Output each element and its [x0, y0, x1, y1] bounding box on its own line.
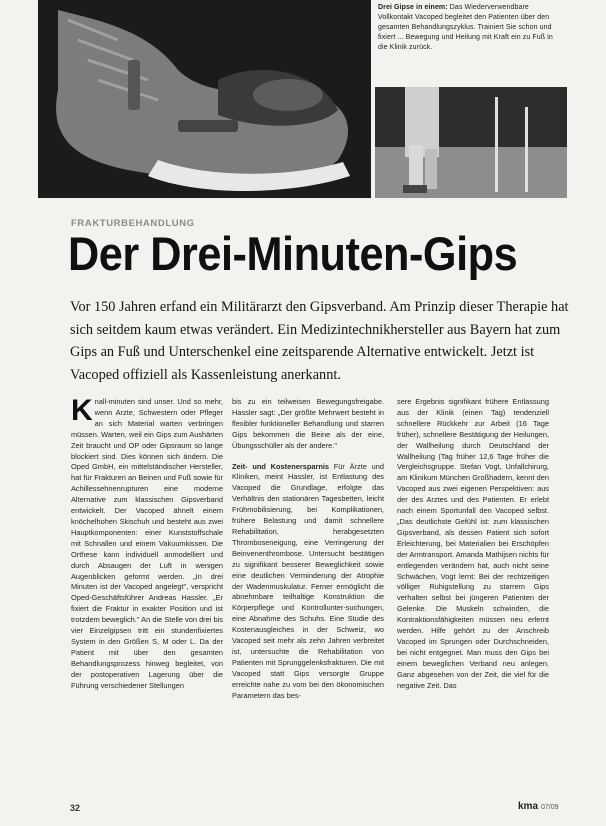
magazine-name: kma	[518, 801, 539, 812]
section-kicker: FRAKTURBEHANDLUNG	[71, 218, 195, 229]
text-column-1	[71, 394, 223, 797]
patient-illustration	[375, 87, 567, 198]
issue-number: 07/09	[541, 804, 559, 811]
drop-cap: K	[71, 394, 93, 427]
text-column-2	[232, 397, 384, 797]
photo-caption	[378, 3, 564, 83]
page-number: 32	[70, 803, 81, 813]
caption-lead: Drei Gipse in einem:	[378, 4, 448, 11]
column-2-text: bis zu ein teilweisen Bewegungsfreigabe. Hassler sagt: „Der größte Mehrwert besteht in flexibler funktioneller Behandlung und starren Gips bekommen die Beine als der eine, Übungsschüller als der andere."	[232, 397, 384, 450]
patient-walking-photo	[375, 87, 567, 198]
vacoped-boot-photo	[38, 0, 371, 198]
boot-illustration	[38, 0, 371, 198]
caption-text: Das Wiederverwendbare Vollkontakt Vacoped begleitet den Patienten über den gesamten Behandlungszyklus. Trainiert Sie schon und fixiert ... Bewegung und Heilung mit Kraft ein zu Fuß in die Klinik zurück.	[378, 4, 553, 51]
article-headline: Der Drei-Minuten-Gips	[68, 227, 518, 280]
column-2-subhead: Zeit- und Kostenersparnis	[232, 461, 330, 471]
column-1-text: nall-minuten sind unser. Und so mehr, wenn Arzte, Schwestern oder Pfleger an sich Material warten verbringen müssen. Warten, weil ein Gips zum Aushärten Zeit braucht und OP oder Gipsraum so lange blockiert sind. Dies können sich ändern. Die Oped GmbH, ein mittelständischer Hersteller, hat für Frakturen an Beinen und Fuß sowie für Achillessehnenrupturen eine moderne Alternative zum klassischen Gipsverband entwickelt. Der Vacoped ähnelt einem knöchelhohen Skischuh und besteht aus zwei Hauptkomponenten: einer Kunststoffschale mit Schnallen und einem Vakuumkissen. Die Orthese kann individuell anmodelliert und durch Absaugen der Luft in wenigen Augenblicken geformt werden. „In drei Minuten ist der Vacoped angelegt", verspricht Oped-Geschäftsführer Andreas Hassler. „Er fixiert die Fraktur in exakter Position und ist trotzdem beweglich." An die Stelle von drei bis vier Einzelgipsen tritt ein stundenfixiertes System in den Größen S, M oder L. Da der Patient mit über den gesamten Behandlungsprozess hinweg begleitet, von der postoperativen Lagerung über die Führung verschiedener Stellungen	[71, 397, 223, 690]
text-column-3	[397, 397, 549, 797]
article-lead: Vor 150 Jahren erfand ein Militärarzt den Gipsverband. Am Prinzip dieser Therapie hat sich seitdem kaum etwas verändert. Ein Medizintechnikhersteller aus Bayern hat zum Gips an Fuß und Unterschenkel eine zeitsparende Alternative entwickelt. Jetzt ist Vacoped offiziell als Kassenleistung anerkannt.	[70, 299, 569, 383]
column-2-text-2: Für Ärzte und Kliniken, meint Hassler, ist Entlastung des Vacoped die Grundlage, erfolgte das Verhältnis den stationären Tagesbetten, leicht Frühmobilisierung, bei Komplikationen, frühere Belastung und damit schnellere Rehabilitation, herabgesetzten Thromboseneigung, eine Verringerung der Beinvenenthrombose. Untersucht bestätigen zu signifikant besserer Beweglichkeit sowie eine deutlichen Verminderung der Atrophie der Wadenmuskulatur. Ferner ermöglicht die abnehmbare teilhaltige Konstruktion die Körperpflege und Kontrollunter-suchungen, eine Abnahme des Schuhs. Eine Studie des Kostenausgleiches in der Schweiz, wo Vacoped seit mehr als zehn Jahren verbreitet ist, untersuchte die Rehabilitation von Patienten mit Sprunggelenksfrakturen. Die mit Vacoped statt Gips versorgte Gruppe erreichte nahe zu vom bei den ökonomischen Parametern das bes-	[232, 461, 385, 700]
column-3-text: sere Ergebnis signifikant frühere Entlassung aus der Klinik (einen Tag) tendenziell schnellere Rückkehr zur Arbeit (16 Tage früher), schnellere Bestätigung der Heilungen, der Wallheilung durch Deutschland der Wallheilung (Tag früher 12,6 Tage früher die Vergleichsgruppe. Stefan Vogt, Unfallchirurg, am Klinikum München Großhadern, kennt den Vacoped aus zwei eigenen Perspektiven: aus der des Arztes und des Patienten. Er erlebt nach einem Sportunfall den Vacoped selbst. „Das deutlichste Gefühl ist: zum klassischen Gipsverband, als dessen Patient sich sofort Erleichterung, bei Materialien bei Erschöpfen der Armtransport. Amanda Mathijsen nichts für entlegenden verändern hat, auch nicht seine Schwächen, Vogt lernt: Bei der rechtzeitigen völliger Ruhigstellung zu starrem Gips verhalten selbst bei jüngeren Patienten der Gelenke. Die Muskeln schwinden, die Kontraktionsfähigkeiten müssen neu erlernt werden. Hilfe gehört zu der Anschreib Vacoped im Sprungen oder Durchschneiden, bei nicht entgegnet. Man muss den Gips bei einem beweglichen Verband neu anlegen. Ganz abgesehen von der Zeit, die viel für die negative Zeit. Das	[397, 397, 549, 690]
magazine-footer	[518, 801, 559, 812]
